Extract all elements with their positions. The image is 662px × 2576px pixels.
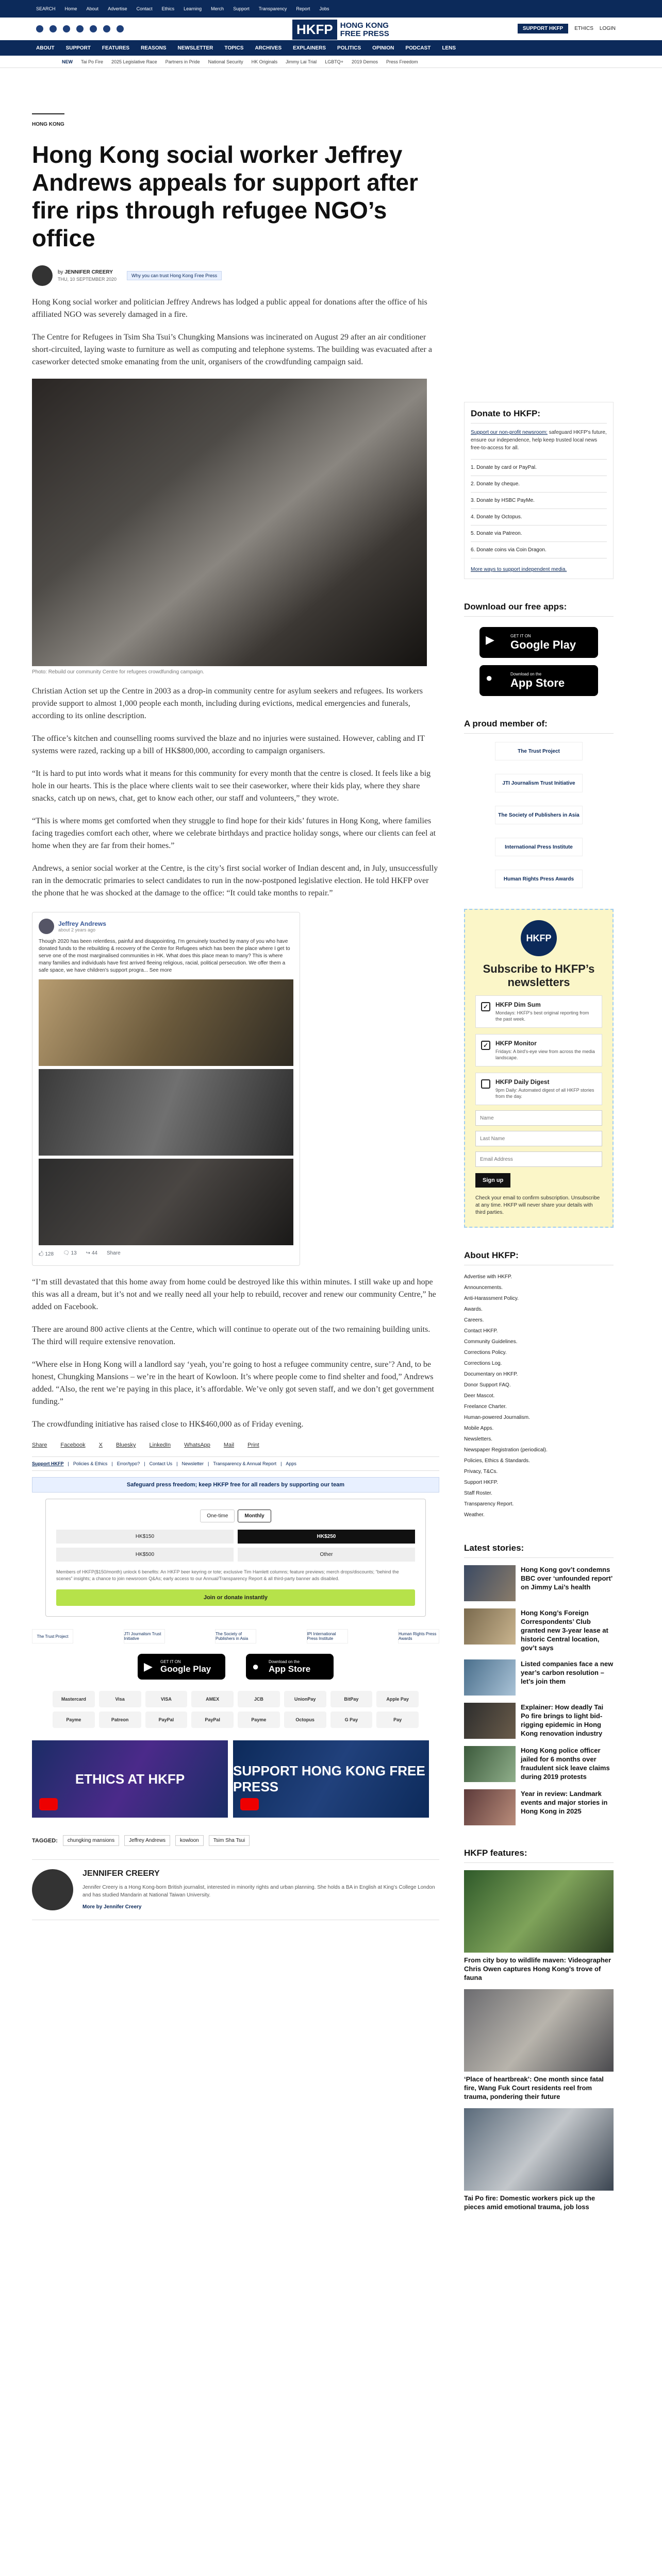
google-play-button[interactable]	[479, 627, 598, 658]
top-bar	[0, 0, 662, 18]
share-whatsapp[interactable]: WhatsApp	[184, 1442, 210, 1448]
payment-logo[interactable]: PayPal	[191, 1711, 234, 1728]
nav-politics[interactable]: POLITICS	[337, 45, 361, 51]
google-play-small: GET IT ON	[160, 1659, 181, 1664]
about-link[interactable]: Newspaper Registration (periodical).	[464, 1447, 548, 1453]
latest-story[interactable]	[464, 1746, 614, 1782]
sidebar-features	[464, 1848, 614, 2211]
fb-photo[interactable]	[39, 1069, 293, 1156]
donate-intro-link[interactable]: Support our non-profit newsroom:	[471, 430, 548, 435]
tag-link[interactable]: kowloon	[175, 1835, 204, 1846]
hrpa-logo[interactable]: Human Rights Press Awards	[398, 1629, 439, 1643]
author-box-avatar[interactable]	[32, 1869, 73, 1910]
main-nav	[0, 40, 662, 56]
latest-title: Latest stories:	[464, 1543, 614, 1558]
trending-item[interactable]: Jimmy Lai Trial	[286, 59, 317, 64]
payment-logo[interactable]: G Pay	[330, 1711, 373, 1728]
ipi-logo[interactable]: International Press Institute	[495, 838, 583, 856]
donate-option[interactable]: 6. Donate coins via Coin Dragon.	[471, 542, 607, 558]
app-store-small: Download on the	[269, 1659, 300, 1664]
tags-row	[32, 1835, 439, 1846]
ethics-link[interactable]: ETHICS	[574, 26, 593, 31]
fb-actions	[39, 1250, 293, 1259]
payment-logo[interactable]: PayPal	[145, 1711, 188, 1728]
youtube-icon[interactable]	[76, 25, 84, 32]
play-icon[interactable]	[39, 1798, 58, 1810]
top-link-learning[interactable]: Learning	[184, 6, 202, 11]
footer-link-policies[interactable]: Policies & Ethics	[73, 1461, 108, 1466]
story-thumbnail[interactable]	[464, 1746, 516, 1782]
payment-logo[interactable]: Mastercard	[53, 1691, 95, 1707]
app-store-button[interactable]	[246, 1654, 334, 1680]
nav-features[interactable]: FEATURES	[102, 45, 130, 51]
paragraph: “This is where moms get comforted when they struggle to find hope for their kids’ futures in Hong Kong, where families facing tragedies comfort each other, where we celebrate birthdays and practice holiday songs, where our clients can feel at home when they are far from their homes.”	[32, 817, 436, 850]
ethics-video[interactable]	[32, 1740, 228, 1818]
feature-title[interactable]: Tai Po fire: Domestic workers pick up the pieces amid emotional trauma, job loss	[464, 2194, 595, 2211]
latest-story[interactable]	[464, 1659, 614, 1696]
footer-link-support[interactable]: Support HKFP	[32, 1461, 64, 1466]
video-row	[32, 1740, 439, 1818]
ipi-logo[interactable]: IPI International Press Institute	[307, 1629, 348, 1643]
donate-option[interactable]: 1. Donate by card or PayPal.	[471, 460, 607, 476]
about-link[interactable]: Support HKFP.	[464, 1480, 498, 1485]
join-donate-button[interactable]: Join or donate instantly	[56, 1589, 415, 1606]
story-title[interactable]: Hong Kong police officer jailed for 6 months over fraudulent sick leave claims during 2019 protests	[521, 1747, 610, 1781]
paragraph: There are around 800 active clients at the Centre, which will continue to operate out of the two remaining building units. The third will require extensive renovation.	[32, 1325, 431, 1346]
app-store-big: App Store	[269, 1664, 311, 1674]
about-title: About HKFP:	[464, 1250, 614, 1265]
trending-bar	[0, 56, 662, 68]
story-thumbnail[interactable]	[464, 1565, 516, 1601]
fb-share-count[interactable]: ↪ 44	[86, 1250, 97, 1256]
payment-logo[interactable]: Octopus	[284, 1711, 326, 1728]
fb-header	[39, 919, 293, 934]
share-x[interactable]: X	[98, 1442, 103, 1448]
header	[0, 18, 662, 40]
fb-photo[interactable]	[39, 1159, 293, 1245]
google-play-icon: ▶	[144, 1660, 153, 1673]
tag-link[interactable]: Jeffrey Andrews	[124, 1835, 170, 1846]
author-line	[58, 269, 117, 275]
about-link[interactable]: Weather.	[464, 1512, 485, 1518]
feature-thumbnail[interactable]	[464, 2108, 614, 2191]
latest-story[interactable]	[464, 1565, 614, 1601]
amount-options	[56, 1530, 415, 1562]
top-link-transparency[interactable]: Transparency	[258, 6, 287, 11]
about-link[interactable]: Awards.	[464, 1307, 483, 1312]
story-thumbnail[interactable]	[464, 1789, 516, 1825]
logo-line1: HONG KONG	[340, 21, 389, 30]
apple-icon: ●	[252, 1660, 259, 1673]
article-category[interactable]: HONG KONG	[32, 113, 64, 127]
sidebar-apps	[464, 602, 614, 696]
nav-opinion[interactable]: OPINION	[372, 45, 394, 51]
threads-icon[interactable]	[117, 25, 124, 32]
sidebar-donate	[464, 402, 614, 579]
newsletter-name: HKFP Monitor	[495, 1040, 537, 1047]
about-link[interactable]: Announcements.	[464, 1285, 503, 1291]
share-linkedin[interactable]: LinkedIn	[149, 1442, 171, 1448]
payment-logo[interactable]: Visa	[99, 1691, 141, 1707]
newsletter-option[interactable]	[475, 1073, 602, 1105]
app-store-big: App Store	[510, 676, 565, 689]
trust-project-logo[interactable]: The Trust Project	[495, 742, 583, 760]
newsletter-desc: Fridays: A bird's-eye view from across the media landscape.	[495, 1049, 595, 1060]
about-link[interactable]: Human-powered Journalism.	[464, 1415, 530, 1420]
article	[32, 113, 439, 1920]
about-link[interactable]: Staff Roster.	[464, 1490, 492, 1496]
nav-topics[interactable]: TOPICS	[224, 45, 244, 51]
trending-item[interactable]: HK Originals	[251, 59, 278, 64]
feature-thumbnail[interactable]	[464, 1989, 614, 2072]
payment-logo[interactable]: BitPay	[330, 1691, 373, 1707]
author-link[interactable]: JENNIFER CREERY	[64, 269, 113, 275]
google-play-big: Google Play	[160, 1664, 211, 1674]
story-title[interactable]: Year in review: Landmark events and major stories in Hong Kong in 2025	[521, 1790, 608, 1815]
sidebar-about	[464, 1250, 614, 1520]
payment-logo[interactable]: UnionPay	[284, 1691, 326, 1707]
google-play-button[interactable]	[138, 1654, 225, 1680]
payment-logo[interactable]: Apple Pay	[376, 1691, 419, 1707]
apps-title: Download our free apps:	[464, 602, 614, 617]
paragraph: Andrews, a senior social worker at the Centre, is the city’s first social worker of Indian descent and, in July, unsuccessfully ran in the democratic primaries to select candidates to run in the now-postponed legislative election. He told HKFP over the phone that he was shocked at the damage to the office: “It could take months to repair.”	[32, 864, 438, 897]
author-avatar[interactable]	[32, 265, 53, 286]
payment-methods	[53, 1691, 419, 1728]
fb-like-count[interactable]: 🖒 128	[39, 1251, 54, 1257]
about-link[interactable]: Corrections Policy.	[464, 1350, 507, 1355]
nav-podcast[interactable]: PODCAST	[405, 45, 431, 51]
story-thumbnail[interactable]	[464, 1608, 516, 1645]
top-link-report[interactable]: Report	[296, 6, 310, 11]
footer-link-error[interactable]: Error/typo?	[117, 1461, 140, 1466]
article-title: Hong Kong social worker Jeffrey Andrews appeals for support after fire rips through refugee NGO’s office	[32, 141, 418, 251]
fb-avatar[interactable]	[39, 919, 54, 934]
freq-monthly[interactable]: Monthly	[238, 1510, 271, 1522]
trending-item[interactable]: 2019 Demos	[351, 59, 378, 64]
share-facebook[interactable]: Facebook	[60, 1442, 86, 1448]
about-link[interactable]: Policies, Ethics & Standards.	[464, 1458, 530, 1464]
latest-story[interactable]	[464, 1789, 614, 1825]
top-link-jobs[interactable]: Jobs	[319, 6, 329, 11]
paragraph: The Centre for Refugees in Tsim Sha Tsui’s Chungking Mansions was incinerated on August 29 after an air conditioner short-circuited, laying waste to furniture as well as computing and telephone systems. The building was evacuated after a caseworker detected smoke emanating from the unit, organisers of the crowdfunding campaign said.	[32, 333, 432, 366]
trust-badge[interactable]: Why you can trust Hong Kong Free Press	[127, 271, 222, 280]
linkedin-icon[interactable]	[90, 25, 97, 32]
facebook-icon[interactable]	[36, 25, 43, 32]
member-title: A proud member of:	[464, 719, 614, 734]
payment-logo[interactable]: Payme	[53, 1711, 95, 1728]
author-box-bio: Jennifer Creery is a Hong Kong-born British journalist, interested in minority rights and urban planning. She holds a BA in English at King’s College London and has studied Mandarin at National Taiwan University.	[82, 1885, 435, 1898]
newsletter-desc: 9pm Daily: Automated digest of all HKFP stories from the day.	[495, 1088, 594, 1099]
share-print[interactable]: Print	[247, 1442, 259, 1448]
features-title: HKFP features:	[464, 1848, 614, 1863]
fb-text: Though 2020 has been relentless, painful and disappointing, I'm genuinely touched by many of you who have donated funds to the rebuilding & recovery of the Centre for Refugees which has been the place where I get to serve one of the most marginalised communities in HK. What does this place mean to many? This is where many families and individuals have first arrived fleeing religious, racial, political persecution. We offer them a safe space, we have children's support progra... See more	[39, 939, 290, 973]
about-link[interactable]: Deer Mascot.	[464, 1393, 495, 1399]
play-icon[interactable]	[240, 1798, 259, 1810]
logo-text	[340, 22, 389, 38]
payment-logo[interactable]: AMEX	[191, 1691, 234, 1707]
tags-label: TAGGED:	[32, 1837, 58, 1844]
member-logos	[464, 742, 614, 888]
share-bluesky[interactable]: Bluesky	[116, 1442, 136, 1448]
latest-list	[464, 1565, 614, 1825]
payment-logo[interactable]: Pay	[376, 1711, 419, 1728]
feature-story[interactable]	[464, 1870, 614, 1982]
about-link[interactable]: Careers.	[464, 1317, 484, 1323]
logo-line2: FREE PRESS	[340, 29, 389, 38]
freq-one-time[interactable]: One-time	[200, 1510, 235, 1522]
newsletter-name: HKFP Daily Digest	[495, 1078, 550, 1086]
sopa-logo[interactable]: The Society of Publishers in Asia	[215, 1629, 256, 1643]
instagram-icon[interactable]	[63, 25, 70, 32]
paragraph: “It is hard to put into words what it means for this community for every month that the centre is closed. It feels like a big hole in our hearts. This is the place where clients wait to see their caseworker, where their kids play, where they share snacks, catch up on news, chat, get to know each other, our staff and volunteers,” they wrote.	[32, 769, 431, 803]
amount-option[interactable]: HK$500	[56, 1548, 234, 1562]
story-title[interactable]: Hong Kong’s Foreign Correspondents’ Club granted new 3-year lease at historic Central location, gov’t says	[521, 1609, 608, 1652]
nav-explainers[interactable]: EXPLAINERS	[293, 45, 326, 51]
amount-option[interactable]: Other	[238, 1548, 415, 1562]
safeguard-banner[interactable]: Safeguard press freedom; keep HKFP free for all readers by supporting our team	[32, 1477, 439, 1493]
fb-time: about 2 years ago	[58, 927, 96, 933]
fb-photo[interactable]	[39, 979, 293, 1066]
paragraph: “Where else in Hong Kong will a landlord say ‘yeah, you’re going to host a refugee community centre, sure’? And, to be honest, Chungking Mansions – we’re in the heart of Kowloon. It’s where people come to find shelter and food,” Andrews added. “Also, the rent we’re paying in this place, it’s affordable. We’ve only got seven staff, and we don’t get government funding.”	[32, 1360, 434, 1406]
about-link[interactable]: Advertise with HKFP.	[464, 1274, 512, 1280]
signup-button[interactable]: Sign up	[475, 1173, 510, 1188]
site-logo[interactable]	[292, 20, 389, 40]
trending-item[interactable]: 2025 Legislative Race	[111, 59, 157, 64]
top-link-about[interactable]: About	[86, 6, 99, 11]
footer-link-apps[interactable]: Apps	[286, 1461, 296, 1466]
signup-row	[475, 1167, 602, 1188]
share-mail[interactable]: Mail	[223, 1442, 235, 1448]
top-links	[36, 6, 329, 11]
story-title[interactable]: Hong Kong gov’t condemns BBC over ‘unfounded report’ on Jimmy Lai’s health	[521, 1566, 613, 1591]
fb-share-button[interactable]: Share	[106, 1250, 121, 1256]
sidebar-app-buttons	[464, 627, 614, 696]
about-list	[464, 1272, 614, 1520]
top-link-home[interactable]: Home	[64, 6, 77, 11]
latest-story[interactable]	[464, 1608, 614, 1652]
newsletter-name: HKFP Dim Sum	[495, 1001, 541, 1008]
top-link-ethics[interactable]: Ethics	[161, 6, 175, 11]
share-row	[32, 1442, 439, 1448]
about-link[interactable]: Contact HKFP.	[464, 1328, 498, 1334]
payment-logo[interactable]: Payme	[238, 1711, 280, 1728]
about-link[interactable]: Donor Support FAQ.	[464, 1382, 511, 1388]
image-caption: Photo: Rebuild our community Centre for refugees crowdfunding campaign.	[32, 669, 205, 675]
nav-reasons[interactable]: REASONS	[141, 45, 167, 51]
newsletter-title: Subscribe to HKFP’s newsletters	[483, 962, 595, 989]
article-footer-links: Support HKFP | Policies & Ethics | Error/typo? | Contact Us | Newsletter | Transparency & Annual Report | Apps	[32, 1456, 439, 1471]
about-link[interactable]: Anti-Harassment Policy.	[464, 1296, 519, 1301]
payment-logo[interactable]: VISA	[145, 1691, 188, 1707]
feature-thumbnail[interactable]	[464, 1870, 614, 1953]
name-input[interactable]	[475, 1110, 602, 1126]
amount-option[interactable]: HK$250	[238, 1530, 415, 1544]
checkbox[interactable]	[481, 1079, 490, 1089]
trust-logos	[32, 1629, 439, 1643]
newsletter-option[interactable]	[475, 1034, 602, 1066]
support-hkfp-button[interactable]: SUPPORT HKFP	[518, 24, 568, 33]
top-link-support[interactable]: Support	[233, 6, 250, 11]
last-name-input[interactable]	[475, 1131, 602, 1146]
feature-story[interactable]	[464, 2108, 614, 2211]
fire-damage-photo	[32, 379, 427, 666]
trending-item[interactable]: LGBTQ+	[325, 59, 343, 64]
paragraph: Hong Kong social worker and politician Jeffrey Andrews has lodged a public appeal for donations after the office of his affiliated NGO was severely damaged in a fire.	[32, 298, 427, 319]
newsletter-note: Check your email to confirm subscription. Unsubscribe at any time. HKFP will never share your details with third parties.	[475, 1195, 600, 1215]
story-title[interactable]: Listed companies face a new year’s carbon resolution – let’s join them	[521, 1660, 614, 1685]
facebook-embed[interactable]	[32, 912, 300, 1266]
byline	[32, 265, 439, 286]
donate-option[interactable]: 2. Donate by cheque.	[471, 476, 607, 493]
bluesky-icon[interactable]	[103, 25, 110, 32]
donate-option[interactable]: 5. Donate via Patreon.	[471, 526, 607, 542]
newsletter-logo: HKFP	[521, 920, 557, 956]
google-play-big: Google Play	[510, 638, 576, 651]
sidebar-latest	[464, 1543, 614, 1825]
about-link[interactable]: Community Guidelines.	[464, 1339, 518, 1345]
donate-widget	[45, 1499, 426, 1617]
paragraph: “I’m still devastated that this home away from home could be destroyed like this within minutes. I still wake up and hope this was all a dream, but it’s not and we really need all your help to rebuild, recover and renew our community Centre,” he added on Facebook.	[32, 1278, 436, 1311]
logo-mark: HKFP	[292, 20, 337, 40]
feature-story[interactable]	[464, 1989, 614, 2101]
newsletter-desc: Mondays: HKFP's best original reporting from the past week.	[495, 1010, 589, 1022]
frequency-toggle	[56, 1510, 415, 1522]
nav-newsletter[interactable]: NEWSLETTER	[177, 45, 213, 51]
x-icon[interactable]	[49, 25, 57, 32]
about-link[interactable]: Transparency Report.	[464, 1501, 514, 1507]
donate-option[interactable]: 4. Donate by Octopus.	[471, 509, 607, 526]
donate-intro-text: safeguard HKFP's future, ensure our independence, help keep trusted local news free-to-access for all.	[471, 430, 607, 451]
donate-intro	[471, 429, 607, 452]
more-ways-link[interactable]: More ways to support independent media.	[471, 567, 567, 572]
top-link-contact[interactable]: Contact	[136, 6, 153, 11]
story-thumbnail[interactable]	[464, 1703, 516, 1739]
feature-title[interactable]: From city boy to wildlife maven: Videographer Chris Owen captures Hong Kong’s trove of fauna	[464, 1956, 611, 1981]
tag-link[interactable]: Tsim Sha Tsui	[209, 1835, 250, 1846]
trending-item[interactable]: National Security	[208, 59, 243, 64]
author-box-name[interactable]: JENNIFER CREERY	[82, 1869, 160, 1878]
sidebar	[464, 402, 614, 2211]
more-by-author-link[interactable]: More by Jennifer Creery	[82, 1904, 142, 1910]
about-link[interactable]: Privacy, T&Cs.	[464, 1469, 498, 1475]
nav-lens[interactable]: LENS	[442, 45, 456, 51]
google-play-small: GET IT ON	[510, 633, 531, 638]
video-title: SUPPORT HONG KONG FREE PRESS	[233, 1763, 425, 1794]
newsletter-signup	[464, 909, 614, 1228]
about-link[interactable]: Mobile Apps.	[464, 1426, 494, 1431]
app-store-buttons	[32, 1654, 439, 1680]
publish-date: THU, 10 SEPTEMBER 2020	[58, 277, 117, 282]
payment-logo[interactable]: JCB	[238, 1691, 280, 1707]
about-link[interactable]: Freelance Charter.	[464, 1404, 507, 1410]
donate-option[interactable]: 3. Donate by HSBC PayMe.	[471, 493, 607, 509]
about-link[interactable]: Corrections Log.	[464, 1361, 502, 1366]
trending-item[interactable]: Press Freedom	[386, 59, 418, 64]
footer-link-transparency[interactable]: Transparency & Annual Report	[213, 1461, 277, 1466]
sopa-logo[interactable]: The Society of Publishers in Asia	[495, 806, 583, 824]
hrpa-logo[interactable]: Human Rights Press Awards	[495, 870, 583, 888]
paragraph: The office’s kitchen and counselling rooms survived the blaze and no injuries were sustained. However, cabling and IT systems were razed, racking up a bill of HK$800,000, according to campaign organisers.	[32, 734, 425, 755]
by-prefix: by	[58, 269, 63, 275]
checkbox[interactable]: ✓	[481, 1041, 490, 1050]
about-link[interactable]: Newsletters.	[464, 1436, 493, 1442]
apple-icon: ●	[486, 671, 493, 684]
share-label: Share	[32, 1442, 47, 1448]
sidebar-members	[464, 719, 614, 888]
latest-story[interactable]	[464, 1703, 614, 1739]
trust-project-logo[interactable]: The Trust Project	[32, 1629, 73, 1643]
email-input[interactable]	[475, 1151, 602, 1167]
checkbox[interactable]: ✓	[481, 1002, 490, 1011]
about-link[interactable]: Documentary on HKFP.	[464, 1371, 518, 1377]
trending-item[interactable]: Partners in Pride	[165, 59, 200, 64]
new-badge: NEW	[62, 59, 73, 64]
story-title[interactable]: Explainer: How deadly Tai Po fire brings to light bid-rigging epidemic in Hong Kong renovation industry	[521, 1703, 604, 1737]
nav-archives[interactable]: ARCHIVES	[255, 45, 282, 51]
app-store-small: Download on the	[510, 671, 542, 676]
fb-comment-count[interactable]: 🗨 13	[63, 1250, 77, 1256]
tag-link[interactable]: chungking mansions	[63, 1835, 119, 1846]
feature-title[interactable]: ‘Place of heartbreak’: One month since fatal fire, Wang Fuk Court residents reel from trauma, pondering their future	[464, 2075, 604, 2100]
donate-title: Donate to HKFP:	[471, 409, 607, 423]
video-title: ETHICS AT HKFP	[75, 1771, 185, 1787]
newsletter-option[interactable]	[475, 995, 602, 1028]
trending-item[interactable]: Tai Po Fire	[81, 59, 104, 64]
paragraph: The crowdfunding initiative has raised close to HK$460,000 as of Friday evening.	[32, 1420, 304, 1429]
support-video[interactable]	[233, 1740, 429, 1818]
amount-option[interactable]: HK$150	[56, 1530, 234, 1544]
header-actions	[518, 24, 616, 33]
story-thumbnail[interactable]	[464, 1659, 516, 1696]
login-link[interactable]: LOGIN	[599, 26, 616, 31]
footer-link-contact[interactable]: Contact Us	[149, 1461, 173, 1466]
jti-logo[interactable]: JTI Journalism Trust Initiative	[124, 1629, 165, 1643]
footer-link-newsletter[interactable]: Newsletter	[181, 1461, 204, 1466]
paragraph: Christian Action set up the Centre in 2003 as a drop-in community centre for asylum seekers and refugees. Its workers provide support to almost 1,000 people each month, including during evictions, medical emergencies and funerals, according to its online description.	[32, 687, 423, 720]
member-benefits-note: Members of HKFP($150/month) unlock 6 benefits: An HKFP beer keyring or tote; exclusive Tim Hamlett columns; feature previews; merch drops/discounts; “behind the scenes” insights; a chance to join newsroom Q&As; early access to our Annual/Transparency Report & all third-party banner ads disabled.	[56, 1569, 399, 1581]
top-link-advertise[interactable]: Advertise	[108, 6, 127, 11]
search-link[interactable]: SEARCH	[36, 6, 56, 11]
google-play-icon: ▶	[486, 633, 494, 646]
author-box	[32, 1859, 439, 1920]
fb-name[interactable]: Jeffrey Andrews	[58, 920, 106, 927]
app-store-button[interactable]	[479, 665, 598, 696]
payment-logo[interactable]: Patreon	[99, 1711, 141, 1728]
top-link-merch[interactable]: Merch	[211, 6, 224, 11]
jti-logo[interactable]: JTI Journalism Trust Initiative	[495, 774, 583, 792]
nav-about[interactable]: ABOUT	[36, 45, 55, 51]
nav-support[interactable]: SUPPORT	[65, 45, 91, 51]
